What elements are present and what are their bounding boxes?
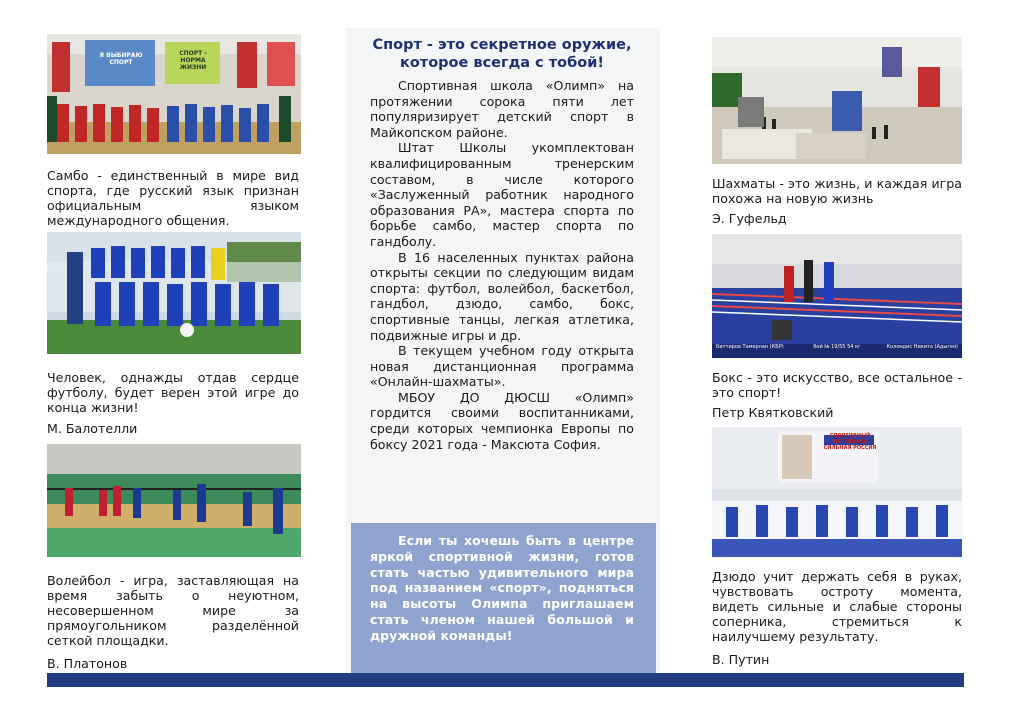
boxing-author: Петр Квятковский <box>712 405 834 420</box>
paragraph-sections: В 16 населенных пунктах района открыты секции по следующим видам спорта: футбол, волейбол, баскетбол, гандбол, дзюдо, самбо, бокс, спортивные танцы, легкая атлетика, подвижные игры и др. <box>370 249 634 343</box>
footer-bar <box>47 673 964 687</box>
sambo-banner-1: Я ВЫБИРАЮ СПОРТ <box>99 52 143 66</box>
sambo-team-photo <box>47 34 301 154</box>
paragraph-staff: Штат Школы укомплектован квалифицированным тренерским составом, в числе которого «Заслуженный работник народного образования РА», мастера спорта по борьбе самбо, мастер спорта по гандболу. <box>370 140 634 249</box>
judo-photo <box>712 427 962 557</box>
sambo-banner-2: СПОРТ - НОРМА ЖИЗНИ <box>179 50 207 71</box>
judo-banner: СПОРТИВНЫЙ ФЕСТИВАЛЬ СИЛЬНАЯ РОССИЯ <box>823 433 877 451</box>
paragraph-pride: МБОУ ДО ДЮСШ «Олимп» гордится своими воспитанниками, среди которых чемпионка Европы по боксу 2021 года - Максюта София. <box>370 389 634 452</box>
football-caption: Человек, однажды отдав сердце футболу, будет верен этой игре до конца жизни! <box>47 370 299 415</box>
volleyball-caption: Волейбол - игра, заставляющая на время забыть о неуютном, несовершенном мире за прямоугольником разделённой сеткой площадки. <box>47 573 299 648</box>
judo-caption: Дзюдо учит держать себя в руках, чувствовать остроту момента, видеть сильные и слабые стороны соперника, стремиться к наилучшему результату. <box>712 569 962 644</box>
chess-caption: Шахматы - это жизнь, и каждая игра похожа на новую жизнь <box>712 176 962 206</box>
boxing-photo <box>712 234 962 358</box>
volleyball-author: В. Платонов <box>47 656 128 671</box>
chess-author: Э. Гуфельд <box>712 211 787 226</box>
paragraph-online-chess: В текущем учебном году открыта новая дистанционная программа «Онлайн-шахматы». <box>370 343 634 390</box>
boxing-scoreboard-right: Колондис Никита (Адыгея) <box>886 344 958 350</box>
chess-photo <box>712 37 962 164</box>
callout-text: Если ты хочешь быть в центре яркой спортивной жизни, готов стать частью удивительного мира под названием «спорт», подняться на высоты Олимпа приглашаем стать членом нашей большой и дружной команды! <box>370 533 634 643</box>
boxing-caption: Бокс - это искусство, все остальное - это спорт! <box>712 370 962 400</box>
boxing-scoreboard-center: бой № 19/55 54 кг <box>813 344 861 350</box>
center-body <box>370 78 634 452</box>
volleyball-photo <box>47 444 301 557</box>
paragraph-history: Спортивная школа «Олимп» на протяжении сорока пяти лет популяризирует детский спорт в Майкопском районе. <box>370 78 634 140</box>
sambo-caption: Самбо - единственный в мире вид спорта, где русский язык признан официальным языком международного общения. <box>47 168 299 228</box>
football-team-photo <box>47 232 301 354</box>
judo-author: В. Путин <box>712 652 770 667</box>
center-title: Спорт - это секретное оружие, которое всегда с тобой! <box>372 37 632 71</box>
boxing-scoreboard-left: Биттиров Тамерлан (КБР) <box>716 344 784 350</box>
football-author: М. Балотелли <box>47 421 138 436</box>
